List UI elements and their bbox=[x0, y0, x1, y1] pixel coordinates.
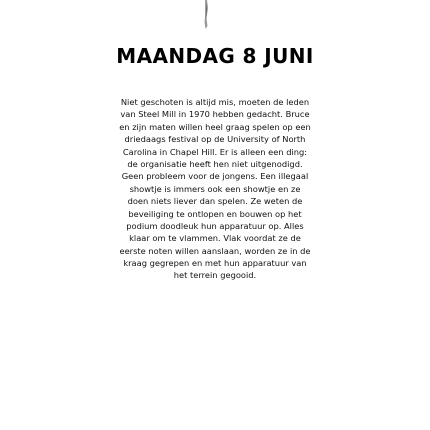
paragraph-line: klaar om te vlammen. Vlak voordat ze de bbox=[129, 233, 301, 244]
paragraph bbox=[100, 96, 330, 282]
ink-smudge-icon bbox=[196, 0, 216, 30]
page-heading: MAANDAG 8 JUNI bbox=[116, 44, 314, 68]
paragraph-line: driedaags festival op de University of North bbox=[124, 134, 306, 145]
paragraph-line: kraag gegrepen en met hun apparatuur van bbox=[123, 258, 307, 269]
paragraph-line: doen niets liever dan spelen. Ze weten de bbox=[127, 196, 303, 207]
paragraph-line: het terrein gegooid. bbox=[173, 270, 257, 281]
paragraph-line: eerste noten willen aanslaan, worden ze in de bbox=[119, 245, 311, 256]
paragraph-line: Niet geschoten is altijd mis, moeten de leden bbox=[120, 97, 310, 107]
paragraph-line: Carolina in Chapel Hill. Er is alleen een ding: bbox=[122, 146, 308, 157]
paragraph-line: de organisatie heeft hen niet uitgenodigd. bbox=[127, 158, 303, 169]
paragraph-line: van Steel Mill in 1970 hebben gedacht. Bruce bbox=[120, 109, 310, 120]
paragraph-line: Geen probleem voor de jongens. Een illegaal bbox=[121, 171, 309, 182]
paragraph-line: showtje is immers ook een showtje en ze bbox=[129, 183, 301, 194]
paragraph-line: beveiliging te ontlopen en bouwen op het bbox=[128, 208, 302, 219]
paragraph-line: en zijn maten willen heel graag spelen op een bbox=[119, 121, 311, 132]
paragraph-line: podium doodleuk hun apparatuur op. Alles bbox=[126, 220, 304, 231]
